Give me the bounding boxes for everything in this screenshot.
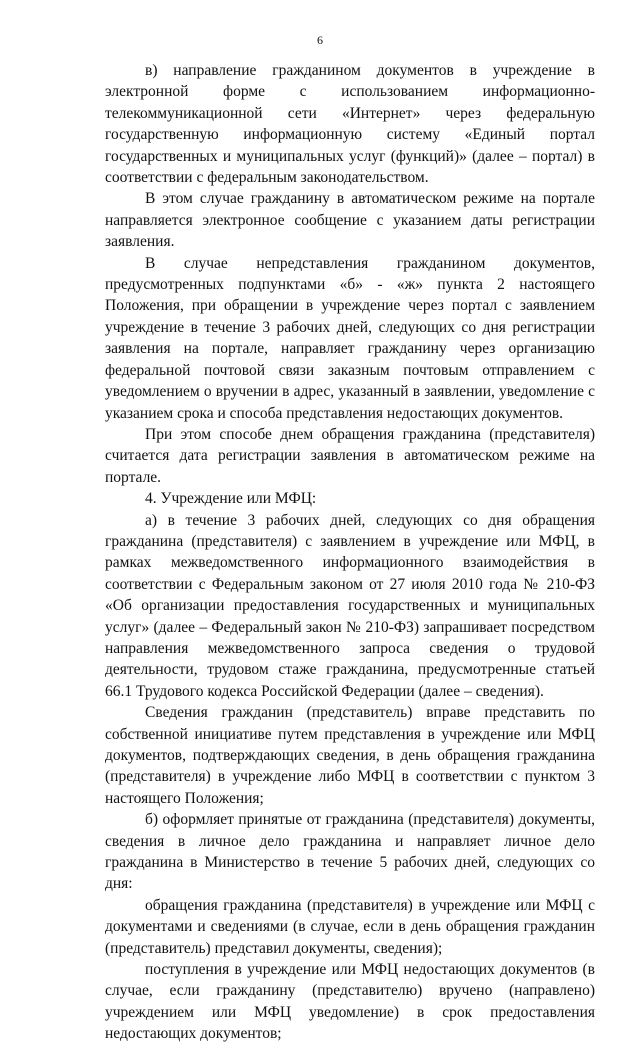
paragraph-interagency-request: а) в течение 3 рабочих дней, следующих со дня обращения гражданина (представителя) с заявлением в учреждение или МФЦ, в рамках межведомственного информационного взаимодействия в соответствии с Федеральным законом от 27 июля 2010 года № 210-ФЗ «Об организации предоставления государственных и муниципальных услуг» (далее – Федеральный закон № 210-ФЗ) запрашивает посредством направления межведомственного запроса сведения о трудовой деятельности, трудовом стаже гражданина, предусмотренные статьей 66.1 Трудового кодекса Российской Федерации (далее – сведения). (105, 511, 595, 700)
paragraph-receipt-of-documents: поступления в учреждение или МФЦ недостающих документов (в случае, если гражданину (представителю) вручено (направлено) учреждением или МФЦ уведомление) в срок предоставления недостающих документов; (105, 961, 595, 1043)
paragraph-personal-file: б) оформляет принятые от гражданина (представителя) документы, сведения в личное дело гражданина и направляет личное дело гражданина в Министерство в течение 5 рабочих дней, следующих со дня: (105, 811, 595, 893)
paragraph-portal-notification: В этом случае гражданину в автоматическом режиме на портале направляется электронное сообщение с указанием даты регистрации заявления. (105, 190, 595, 251)
document-body (105, 60, 595, 1045)
paragraph-applicant-visit: обращения гражданина (представителя) в учреждение или МФЦ с документами и сведениями (в случае, если в день обращения гражданин (представитель) представил документы, сведения); (105, 896, 595, 957)
paragraph-missing-documents: В случае непредставления гражданином документов, предусмотренных подпунктами «б» - «ж» пункта 2 настоящего Положения, при обращении в учреждение через портал с заявлением учреждение в течение 3 рабочих дней, следующих со дня регистрации заявления на портале, направляет гражданину через организацию федеральной почтовой связи заказным почтовым отправлением с уведомлением о вручении в адрес, указанный в заявлении, уведомление с указанием срока и способа представления недостающих документов. (105, 254, 595, 422)
page-number: 6 (317, 33, 323, 47)
paragraph-section-4-heading: 4. Учреждение или МФЦ: (145, 490, 317, 508)
paragraph-electronic-submission: в) направление гражданином документов в учреждение в электронной форме с использованием информационно-телекоммуникационной сети «Интернет» через федеральную государственную информационную систему «Единый портал государственных и муниципальных услуг (функций)» (далее – портал) в соответствии с федеральным законодательством. (105, 62, 595, 187)
paragraph-own-initiative: Сведения гражданин (представитель) вправе представить по собственной инициативе путем представления в учреждение или МФЦ документов, подтверждающих сведения, в день обращения гражданина (представителя) в учреждение либо МФЦ в соответствии с пунктом 3 настоящего Положения; (105, 704, 595, 807)
paragraph-application-date: При этом способе днем обращения гражданина (представителя) считается дата регистрации заявления в автоматическом режиме на портале. (105, 425, 595, 486)
